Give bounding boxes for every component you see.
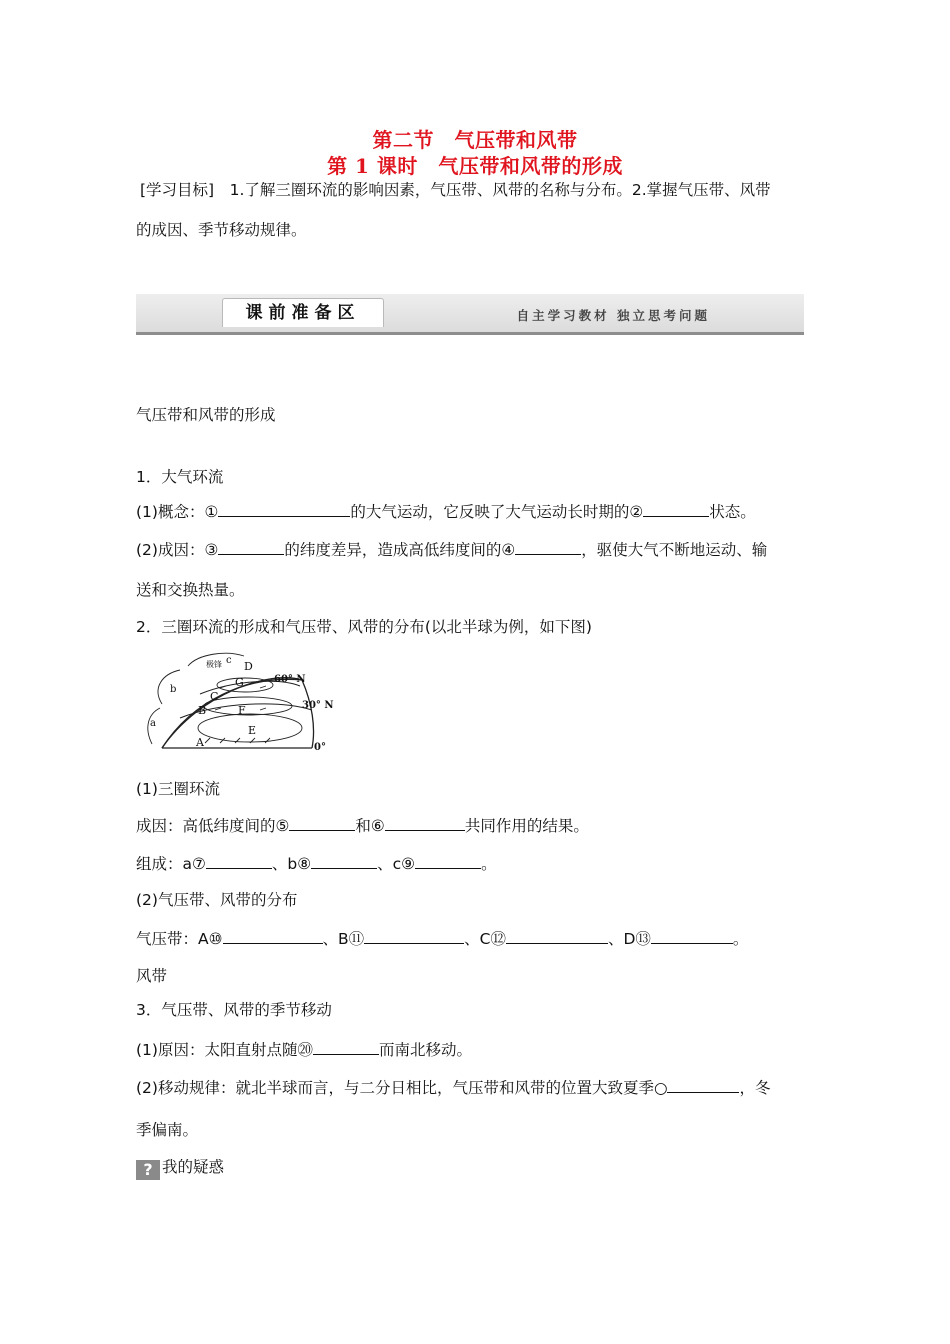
item1-heading: 1．大气环流 <box>136 468 224 486</box>
text: 、c⑨ <box>377 855 416 873</box>
blank-10[interactable] <box>223 929 323 944</box>
text: 而南北移动。 <box>378 1041 472 1059</box>
text: 、b⑧ <box>271 855 312 873</box>
item2-sub1: (1)三圈环流 <box>136 780 220 798</box>
question-icon: ? <box>136 1160 160 1180</box>
doubt-label: 我的疑惑 <box>162 1158 225 1176</box>
item2-cause <box>136 814 589 836</box>
diagram-lat-0: 0° <box>314 742 326 753</box>
diagram-lat-30: 30° N <box>302 700 334 711</box>
item1-concept <box>136 500 756 522</box>
text: 、B⑪ <box>322 930 365 948</box>
text: 、D⑬ <box>607 930 651 948</box>
section-title: 气压带和风带的形成 <box>136 406 276 424</box>
lesson-title: 第 1 课时 气压带和风带的形成 <box>327 154 623 178</box>
blank-2[interactable] <box>643 502 709 517</box>
blank-6[interactable] <box>385 816 465 831</box>
item3-reason <box>136 1038 472 1060</box>
text: ，冬 <box>739 1079 771 1097</box>
text: (1)原因：太阳直射点随⑳ <box>136 1041 313 1059</box>
text: 共同作用的结果。 <box>464 817 589 835</box>
blank-20[interactable] <box>313 1040 379 1055</box>
text: 成因：高低纬度间的⑤ <box>136 817 290 835</box>
text: ，驱使大气不断地运动、输 <box>581 541 768 559</box>
diagram-label-C: C <box>210 690 219 703</box>
item2-heading: 2．三圈环流的形成和气压带、风带的分布(以北半球为例，如下图) <box>136 618 592 636</box>
chapter-title: 第二节 气压带和风带 <box>372 128 578 152</box>
blank-21[interactable] <box>667 1078 739 1093</box>
item2-sub2: (2)气压带、风带的分布 <box>136 891 298 909</box>
text: 、C⑫ <box>464 930 506 948</box>
blank-4[interactable] <box>515 540 581 555</box>
diagram-polar-front: 极锋 <box>206 660 222 669</box>
diagram-label-D: D <box>244 660 253 673</box>
diagram-label-B: B <box>198 704 207 717</box>
item1-cause-cont: 送和交换热量。 <box>136 581 245 599</box>
text: (1)概念：① <box>136 503 219 521</box>
section-banner <box>136 294 804 335</box>
diagram-label-b: b <box>170 684 177 695</box>
blank-12[interactable] <box>506 929 608 944</box>
item2-composition <box>136 852 497 874</box>
diagram-label-a: a <box>150 718 156 729</box>
item2-pressure-belts <box>136 927 748 949</box>
item3-rule <box>136 1076 771 1098</box>
text: 的纬度差异，造成高低纬度间的④ <box>284 541 516 559</box>
text: 。 <box>732 930 749 948</box>
objectives-line2: 的成因、季节移动规律。 <box>136 221 307 239</box>
diagram-label-E: E <box>248 724 257 737</box>
diagram-label-c: c <box>226 655 232 666</box>
text: 气压带：A⑩ <box>136 930 223 948</box>
my-doubts <box>136 1155 224 1180</box>
blank-13[interactable] <box>651 929 733 944</box>
blank-9[interactable] <box>415 854 481 869</box>
text: (2)成因：③ <box>136 541 219 559</box>
item3-heading: 3．气压带、风带的季节移动 <box>136 1001 332 1019</box>
banner-subtitle: 自主学习教材 独立思考问题 <box>516 308 710 323</box>
text: 状态。 <box>709 503 756 521</box>
diagram-label-F: F <box>238 704 246 717</box>
diagram-label-G: G <box>235 676 244 689</box>
text: 的大气运动，它反映了大气运动长时期的② <box>350 503 644 521</box>
objectives-line1: [学习目标] 1.了解三圈环流的影响因素，气压带、风带的名称与分布。2.掌握气压带、风带 <box>140 181 771 199</box>
blank-1[interactable] <box>218 502 350 517</box>
item1-cause <box>136 538 767 560</box>
diagram-lat-60: 60° N <box>274 674 306 685</box>
blank-11[interactable] <box>364 929 464 944</box>
text: 组成：a⑦ <box>136 855 206 873</box>
three-cell-circulation-diagram <box>140 648 340 756</box>
banner-tab-label: 课前准备区 <box>222 298 384 327</box>
blank-7[interactable] <box>206 854 272 869</box>
diagram-label-A: A <box>196 736 204 749</box>
item2-wind-belts: 风带 <box>136 967 168 985</box>
text: 。 <box>481 855 497 873</box>
blank-3[interactable] <box>218 540 284 555</box>
text: 和⑥ <box>355 817 385 835</box>
blank-5[interactable] <box>289 816 355 831</box>
blank-8[interactable] <box>311 854 377 869</box>
text: (2)移动规律：就北半球而言，与二分日相比，气压带和风带的位置大致夏季○ <box>136 1079 668 1097</box>
item3-rule-cont: 季偏南。 <box>136 1121 199 1139</box>
